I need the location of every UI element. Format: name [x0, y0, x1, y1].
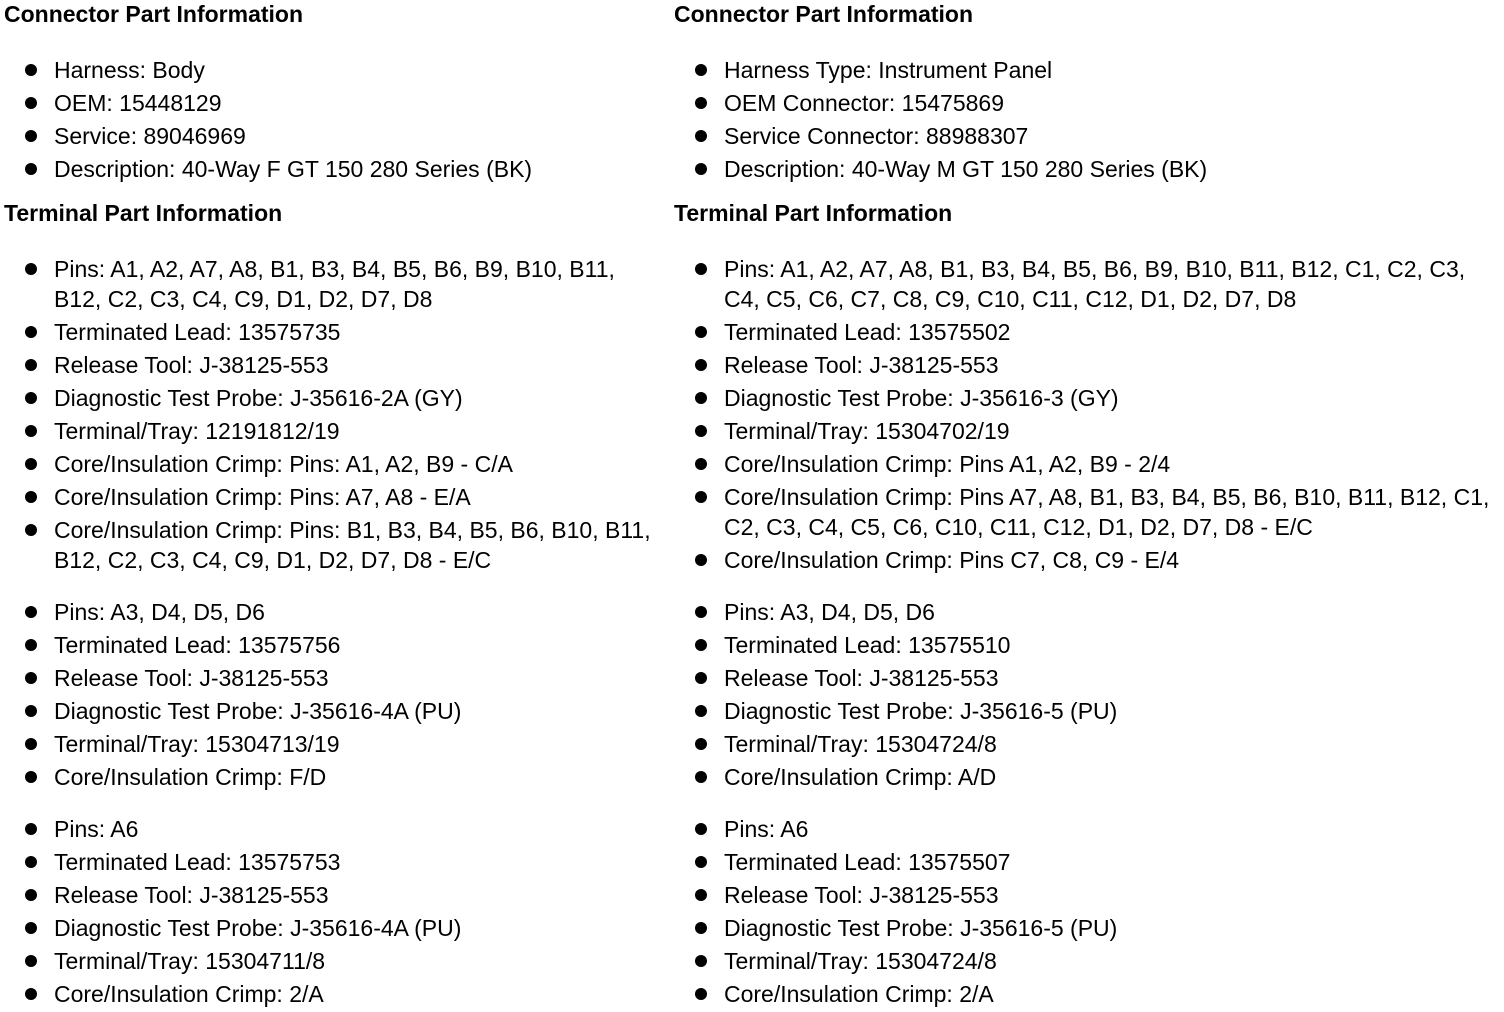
right-terminal-group-3 — [674, 814, 1500, 1009]
list-item: Description: 40-Way F GT 150 280 Series (BK) — [4, 154, 669, 184]
list-item: Pins: A1, A2, A7, A8, B1, B3, B4, B5, B6, B9, B10, B11, B12, C1, C2, C3, C4, C5, C6, C7, C8, C9, C10, C11, C12, D1, D2, D7, D8 — [674, 254, 1500, 314]
right-terminal-group-1 — [674, 254, 1500, 575]
bullet-icon — [25, 922, 37, 934]
list-item: Core/Insulation Crimp: Pins: A1, A2, B9 - C/A — [4, 449, 669, 479]
bullet-icon — [25, 163, 37, 175]
list-item: Diagnostic Test Probe: J-35616-4A (PU) — [4, 696, 669, 726]
list-item: Description: 40-Way M GT 150 280 Series (BK) — [674, 154, 1500, 184]
list-item: Terminated Lead: 13575753 — [4, 847, 669, 877]
list-item: Terminal/Tray: 15304724/8 — [674, 946, 1500, 976]
bullet-icon — [25, 856, 37, 868]
bullet-icon — [25, 955, 37, 967]
bullet-icon — [695, 771, 707, 783]
bullet-icon — [695, 425, 707, 437]
list-item: Pins: A3, D4, D5, D6 — [4, 597, 669, 627]
bullet-icon — [25, 359, 37, 371]
list-item: Core/Insulation Crimp: 2/A — [4, 979, 669, 1009]
bullet-icon — [695, 130, 707, 142]
bullet-icon — [695, 458, 707, 470]
bullet-icon — [695, 738, 707, 750]
bullet-icon — [695, 672, 707, 684]
list-item: Pins: A6 — [674, 814, 1500, 844]
left-connector-heading: Connector Part Information — [4, 1, 304, 27]
list-item: Service Connector: 88988307 — [674, 121, 1500, 151]
bullet-icon — [25, 392, 37, 404]
right-connector-list — [674, 55, 1500, 184]
left-terminal-group-1 — [4, 254, 669, 575]
list-item: Diagnostic Test Probe: J-35616-5 (PU) — [674, 696, 1500, 726]
list-item: Core/Insulation Crimp: Pins: A7, A8 - E/A — [4, 482, 669, 512]
bullet-icon — [695, 823, 707, 835]
list-item: Core/Insulation Crimp: A/D — [674, 762, 1500, 792]
bullet-icon — [695, 639, 707, 651]
bullet-icon — [695, 606, 707, 618]
list-item: Core/Insulation Crimp: Pins A7, A8, B1, B3, B4, B5, B6, B10, B11, B12, C1, C2, C3, C4, C5, C6, C10, C11, C12, D1, D2, D7, D8 - E/C — [674, 482, 1500, 542]
right-column — [674, 0, 1500, 1012]
bullet-icon — [25, 458, 37, 470]
list-item: Pins: A6 — [4, 814, 669, 844]
left-connector-list — [4, 55, 669, 184]
bullet-icon — [695, 163, 707, 175]
list-item: Core/Insulation Crimp: Pins A1, A2, B9 - 2/4 — [674, 449, 1500, 479]
list-item: Terminal/Tray: 15304711/8 — [4, 946, 669, 976]
list-item: Terminal/Tray: 15304724/8 — [674, 729, 1500, 759]
list-item: Harness Type: Instrument Panel — [674, 55, 1500, 85]
list-item: Release Tool: J-38125-553 — [674, 350, 1500, 380]
bullet-icon — [695, 856, 707, 868]
bullet-icon — [695, 491, 707, 503]
bullet-icon — [695, 326, 707, 338]
bullet-icon — [695, 97, 707, 109]
bullet-icon — [25, 738, 37, 750]
list-item: Core/Insulation Crimp: 2/A — [674, 979, 1500, 1009]
list-item: Release Tool: J-38125-553 — [674, 880, 1500, 910]
left-column — [4, 0, 669, 1012]
list-item: Diagnostic Test Probe: J-35616-3 (GY) — [674, 383, 1500, 413]
bullet-icon — [25, 524, 37, 536]
list-item: OEM Connector: 15475869 — [674, 88, 1500, 118]
list-item: Diagnostic Test Probe: J-35616-5 (PU) — [674, 913, 1500, 943]
bullet-icon — [25, 705, 37, 717]
list-item: Terminated Lead: 13575507 — [674, 847, 1500, 877]
bullet-icon — [695, 554, 707, 566]
list-item: Core/Insulation Crimp: Pins C7, C8, C9 - E/4 — [674, 545, 1500, 575]
bullet-icon — [25, 64, 37, 76]
left-terminal-group-3 — [4, 814, 669, 1009]
list-item: Terminal/Tray: 15304713/19 — [4, 729, 669, 759]
list-item: Terminal/Tray: 12191812/19 — [4, 416, 669, 446]
list-item: Core/Insulation Crimp: Pins: B1, B3, B4, B5, B6, B10, B11, B12, C2, C3, C4, C9, D1, D2, D7, D8 - E/C — [4, 515, 669, 575]
bullet-icon — [25, 425, 37, 437]
list-item: Release Tool: J-38125-553 — [674, 663, 1500, 693]
list-item: Release Tool: J-38125-553 — [4, 880, 669, 910]
bullet-icon — [25, 491, 37, 503]
list-item: Release Tool: J-38125-553 — [4, 663, 669, 693]
bullet-icon — [25, 326, 37, 338]
list-item: Pins: A1, A2, A7, A8, B1, B3, B4, B5, B6, B9, B10, B11, B12, C2, C3, C4, C9, D1, D2, D7, D8 — [4, 254, 669, 314]
list-item: Terminated Lead: 13575510 — [674, 630, 1500, 660]
bullet-icon — [695, 889, 707, 901]
right-connector-heading: Connector Part Information — [674, 1, 974, 27]
list-item: Terminated Lead: 13575756 — [4, 630, 669, 660]
bullet-icon — [695, 922, 707, 934]
bullet-icon — [695, 392, 707, 404]
left-terminal-heading: Terminal Part Information — [4, 200, 283, 226]
bullet-icon — [695, 263, 707, 275]
list-item: Diagnostic Test Probe: J-35616-4A (PU) — [4, 913, 669, 943]
right-terminal-group-2 — [674, 597, 1500, 792]
bullet-icon — [25, 606, 37, 618]
bullet-icon — [25, 988, 37, 1000]
bullet-icon — [695, 359, 707, 371]
bullet-icon — [25, 639, 37, 651]
left-terminal-group-2 — [4, 597, 669, 792]
list-item: Release Tool: J-38125-553 — [4, 350, 669, 380]
bullet-icon — [25, 889, 37, 901]
list-item: Core/Insulation Crimp: F/D — [4, 762, 669, 792]
list-item: OEM: 15448129 — [4, 88, 669, 118]
bullet-icon — [25, 771, 37, 783]
bullet-icon — [25, 97, 37, 109]
list-item: Pins: A3, D4, D5, D6 — [674, 597, 1500, 627]
list-item: Harness: Body — [4, 55, 669, 85]
bullet-icon — [25, 263, 37, 275]
right-terminal-heading: Terminal Part Information — [674, 200, 953, 226]
list-item: Terminal/Tray: 15304702/19 — [674, 416, 1500, 446]
bullet-icon — [25, 823, 37, 835]
list-item: Terminated Lead: 13575735 — [4, 317, 669, 347]
list-item: Service: 89046969 — [4, 121, 669, 151]
list-item: Terminated Lead: 13575502 — [674, 317, 1500, 347]
bullet-icon — [695, 955, 707, 967]
bullet-icon — [25, 130, 37, 142]
bullet-icon — [695, 988, 707, 1000]
bullet-icon — [25, 672, 37, 684]
bullet-icon — [695, 64, 707, 76]
list-item: Diagnostic Test Probe: J-35616-2A (GY) — [4, 383, 669, 413]
bullet-icon — [695, 705, 707, 717]
